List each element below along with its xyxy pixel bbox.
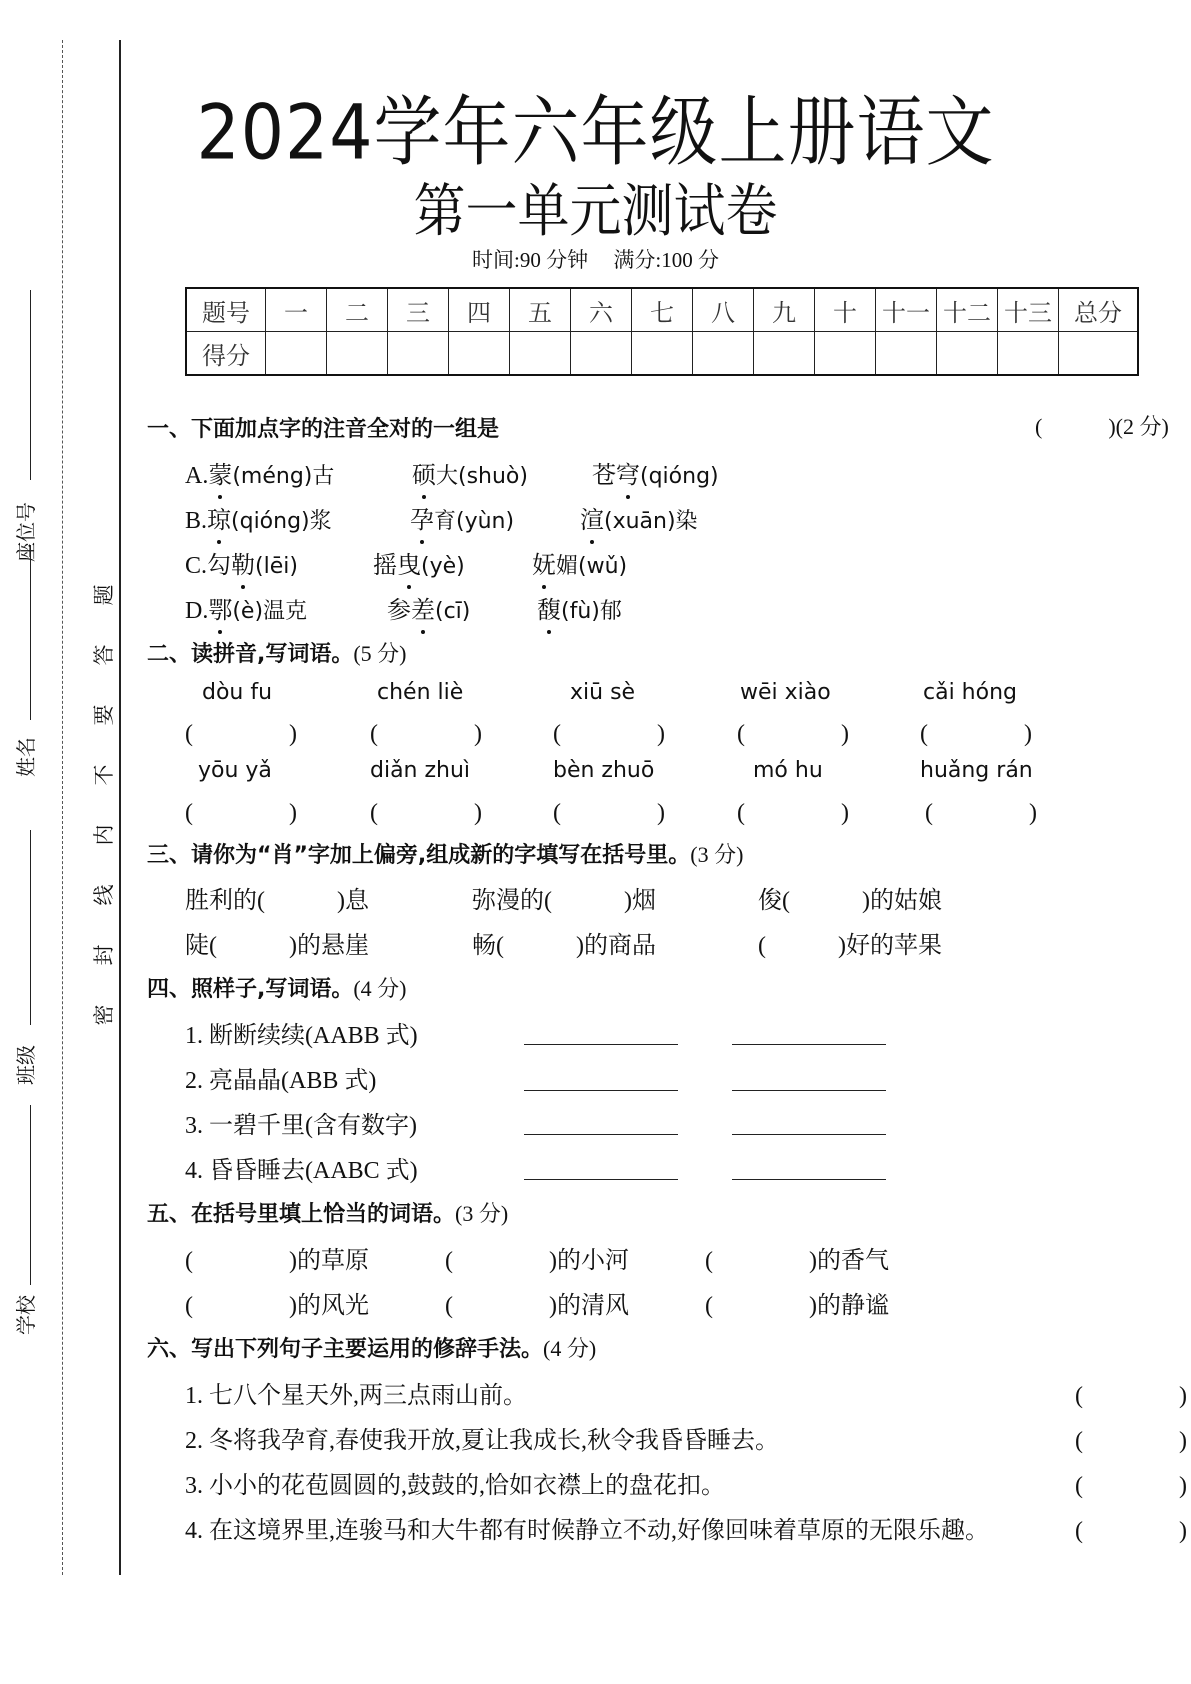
answer-line[interactable] xyxy=(732,1134,886,1135)
score-cell[interactable] xyxy=(449,332,510,376)
option-b-item-3: 渲(xuān)染 xyxy=(580,500,698,535)
dotted-char: 鄂 xyxy=(208,590,232,625)
row-header-cell: 得分 xyxy=(186,332,266,376)
word-pattern-item: 3. 一碧千里(含有数字) xyxy=(185,1113,417,1139)
answer-blank[interactable]: ( ) xyxy=(1075,1518,1187,1544)
option-c-item-3: 妩媚(wǔ) xyxy=(532,545,627,580)
score-cell[interactable] xyxy=(815,332,876,376)
seal-char: 不 xyxy=(92,764,116,786)
header-cell: 七 xyxy=(632,288,693,332)
answer-line[interactable] xyxy=(732,1044,886,1045)
score-cell[interactable] xyxy=(388,332,449,376)
fill-item[interactable]: 胜利的( )息 xyxy=(185,888,369,914)
seal-char: 线 xyxy=(92,884,116,906)
answer-blank[interactable]: ( ) xyxy=(553,721,665,747)
pinyin: xiū sè xyxy=(570,680,636,705)
header-cell: 题号 xyxy=(186,288,266,332)
seal-char: 要 xyxy=(92,704,116,726)
answer-blank[interactable]: ( ) xyxy=(925,800,1037,826)
option-d[interactable]: D.鄂(è)温克 xyxy=(185,590,307,625)
fill-item[interactable]: 俊( )的姑娘 xyxy=(758,888,942,914)
sentence-item: 2. 冬将我孕育,春使我开放,夏让我成长,秋令我昏昏睡去。 xyxy=(185,1428,779,1454)
time-limit: 时间:90 分钟 xyxy=(472,248,589,272)
answer-blank[interactable]: ( ) xyxy=(737,721,849,747)
school-label: 学校 xyxy=(14,1295,38,1335)
seal-char: 答 xyxy=(92,644,116,666)
dotted-char: 曳 xyxy=(397,545,421,580)
dotted-char: 蒙 xyxy=(208,455,232,490)
section-4-heading: 四、照样子,写词语。(4 分) xyxy=(147,976,407,1002)
header-cell: 一 xyxy=(266,288,327,332)
header-cell: 九 xyxy=(754,288,815,332)
answer-blank[interactable]: ( ) xyxy=(370,800,482,826)
answer-blank[interactable]: ( ) xyxy=(737,800,849,826)
header-cell: 四 xyxy=(449,288,510,332)
dotted-char: 穹 xyxy=(616,455,640,490)
page-title: 2024学年六年级上册语文 xyxy=(196,88,995,178)
dotted-char: 琼 xyxy=(207,500,231,535)
score-cell[interactable] xyxy=(632,332,693,376)
header-cell: 六 xyxy=(571,288,632,332)
option-a-item-2: 硕大(shuò) xyxy=(412,455,528,490)
fill-item[interactable]: ( )的清风 xyxy=(445,1293,629,1319)
answer-blank[interactable]: ( ) xyxy=(370,721,482,747)
pinyin: wēi xiào xyxy=(740,680,831,705)
total-score-cell[interactable] xyxy=(1059,332,1139,376)
option-b[interactable]: B.琼(qióng)浆 xyxy=(185,500,332,535)
section-3-heading: 三、请你为“肖”字加上偏旁,组成新的字填写在括号里。(3 分) xyxy=(147,842,744,868)
header-cell: 五 xyxy=(510,288,571,332)
answer-blank[interactable]: ( ) xyxy=(553,800,665,826)
pinyin: dòu fu xyxy=(202,680,273,705)
dotted-char: 勒 xyxy=(231,545,255,580)
option-c-item-2: 摇曳(yè) xyxy=(373,545,465,580)
score-cell[interactable] xyxy=(327,332,388,376)
option-c[interactable]: C.勾勒(lēi) xyxy=(185,545,298,580)
seal-char: 密 xyxy=(92,1004,116,1026)
header-cell: 八 xyxy=(693,288,754,332)
word-pattern-item: 1. 断断续续(AABB 式) xyxy=(185,1023,418,1049)
section-5-heading: 五、在括号里填上恰当的词语。(3 分) xyxy=(147,1201,509,1227)
seat-number-underline xyxy=(30,290,31,480)
option-d-item-3: 馥(fù)郁 xyxy=(537,590,622,625)
name-label: 姓名 xyxy=(14,737,38,777)
dotted-char: 妩 xyxy=(532,545,556,580)
fill-item[interactable]: ( )的小河 xyxy=(445,1248,629,1274)
answer-line[interactable] xyxy=(524,1179,678,1180)
class-underline xyxy=(30,830,31,1025)
fill-item[interactable]: ( )的风光 xyxy=(185,1293,369,1319)
fill-item[interactable]: 畅( )的商品 xyxy=(472,933,656,959)
answer-line[interactable] xyxy=(732,1179,886,1180)
score-cell[interactable] xyxy=(754,332,815,376)
header-cell: 十一 xyxy=(876,288,937,332)
class-label: 班级 xyxy=(14,1045,38,1085)
dotted-char: 渲 xyxy=(580,500,604,535)
header-cell: 十三 xyxy=(998,288,1059,332)
score-table xyxy=(185,287,1139,376)
score-cell[interactable] xyxy=(998,332,1059,376)
section-2-heading: 二、读拼音,写词语。(5 分) xyxy=(147,641,407,667)
sentence-item: 1. 七八个星天外,两三点雨山前。 xyxy=(185,1383,527,1409)
pinyin: cǎi hóng xyxy=(923,680,1017,705)
dotted-char: 馥 xyxy=(537,590,561,625)
fill-item[interactable]: 陡( )的悬崖 xyxy=(185,933,369,959)
score-cell[interactable] xyxy=(266,332,327,376)
option-a-item-3: 苍穹(qióng) xyxy=(592,455,719,490)
answer-blank[interactable]: ( ) xyxy=(920,721,1032,747)
section-1-answer-blank[interactable]: ( )(2 分) xyxy=(1035,414,1169,439)
answer-line[interactable] xyxy=(524,1134,678,1135)
score-table-score-row xyxy=(186,332,1138,376)
seat-number-label: 座位号 xyxy=(14,502,38,562)
score-cell[interactable] xyxy=(876,332,937,376)
fill-item[interactable]: ( )的静谧 xyxy=(705,1293,889,1319)
pinyin: bèn zhuō xyxy=(553,758,655,783)
answer-line[interactable] xyxy=(524,1044,678,1045)
dotted-char: 差 xyxy=(411,590,435,625)
seal-char: 题 xyxy=(92,584,116,606)
answer-blank[interactable]: ( ) xyxy=(185,800,297,826)
pinyin: yōu yǎ xyxy=(198,758,272,783)
name-underline xyxy=(30,545,31,720)
answer-line[interactable] xyxy=(732,1090,886,1091)
pinyin: huǎng rán xyxy=(920,758,1033,783)
header-cell: 总分 xyxy=(1059,288,1139,332)
seal-char: 封 xyxy=(92,944,116,966)
option-d-item-2: 参差(cī) xyxy=(387,590,470,625)
seal-char: 内 xyxy=(92,824,116,846)
fill-item[interactable]: ( )的草原 xyxy=(185,1248,369,1274)
exam-meta xyxy=(0,244,1191,274)
header-cell: 十 xyxy=(815,288,876,332)
score-cell[interactable] xyxy=(571,332,632,376)
pinyin: mó hu xyxy=(753,758,823,783)
word-pattern-item: 4. 昏昏睡去(AABC 式) xyxy=(185,1158,418,1184)
header-cell: 二 xyxy=(327,288,388,332)
section-6-heading: 六、写出下列句子主要运用的修辞手法。(4 分) xyxy=(147,1336,597,1362)
fill-item[interactable]: ( )好的苹果 xyxy=(758,933,942,959)
header-cell: 三 xyxy=(388,288,449,332)
word-pattern-item: 2. 亮晶晶(ABB 式) xyxy=(185,1068,377,1094)
school-underline xyxy=(30,1105,31,1285)
score-table-header-row xyxy=(186,288,1138,332)
full-score: 满分:100 分 xyxy=(613,248,719,272)
score-cell[interactable] xyxy=(693,332,754,376)
score-cell[interactable] xyxy=(937,332,998,376)
answer-blank[interactable]: ( ) xyxy=(185,721,297,747)
pinyin: chén liè xyxy=(377,680,464,705)
fill-item[interactable]: ( )的香气 xyxy=(705,1248,889,1274)
sentence-item: 4. 在这境界里,连骏马和大牛都有时候静立不动,好像回味着草原的无限乐趣。 xyxy=(185,1518,989,1544)
pinyin: diǎn zhuì xyxy=(370,758,471,783)
answer-blank[interactable]: ( ) xyxy=(1075,1383,1187,1409)
answer-blank[interactable]: ( ) xyxy=(1075,1428,1187,1454)
section-1-heading: 一、下面加点字的注音全对的一组是 xyxy=(147,417,500,442)
score-cell[interactable] xyxy=(510,332,571,376)
dotted-char: 孕 xyxy=(410,500,434,535)
header-cell: 十二 xyxy=(937,288,998,332)
answer-blank[interactable]: ( ) xyxy=(1075,1473,1187,1499)
option-a[interactable]: A.蒙(méng)古 xyxy=(185,455,334,490)
option-b-item-2: 孕育(yùn) xyxy=(410,500,514,535)
fill-item[interactable]: 弥漫的( )烟 xyxy=(472,888,656,914)
dotted-char: 硕 xyxy=(412,455,436,490)
answer-line[interactable] xyxy=(524,1090,678,1091)
page-subtitle: 第一单元测试卷 xyxy=(413,178,778,245)
sentence-item: 3. 小小的花苞圆圆的,鼓鼓的,恰如衣襟上的盘花扣。 xyxy=(185,1473,725,1499)
